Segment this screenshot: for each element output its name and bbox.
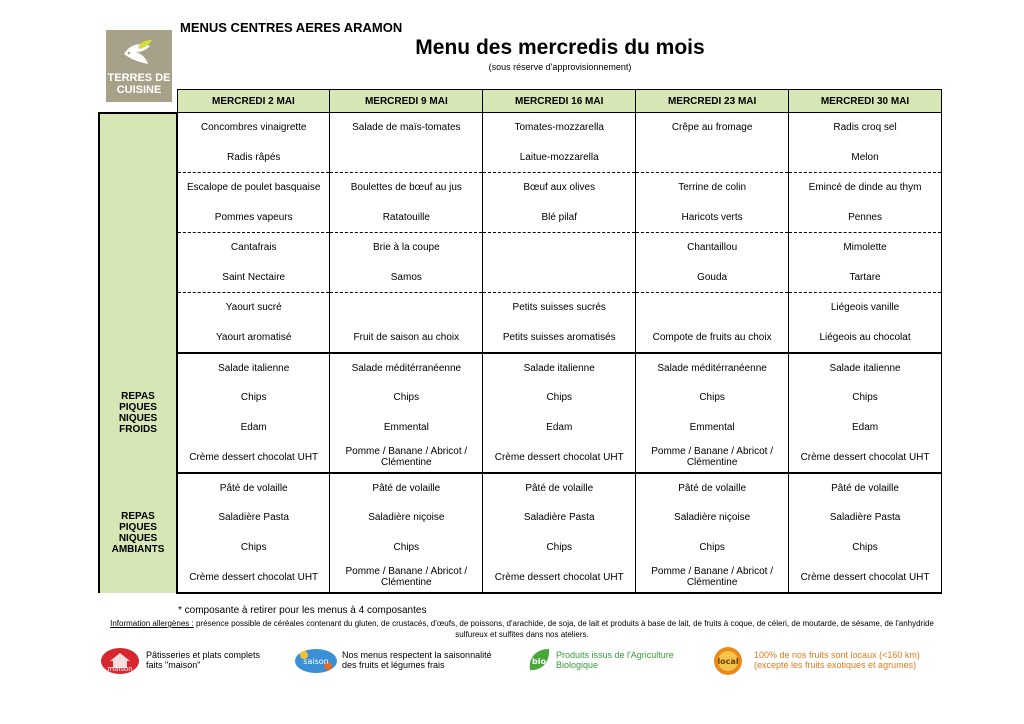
menu-row xyxy=(99,113,942,143)
legend-icon-text: bio xyxy=(532,657,546,666)
menu-cell: Pomme / Banane / Abricot / Clémentine xyxy=(330,443,483,473)
menu-cell: Concombres vinaigrette xyxy=(177,113,330,143)
menu-cell: Crème dessert chocolat UHT xyxy=(483,563,636,593)
legend-text: Pâtisseries et plats complets faits "maison" xyxy=(146,650,261,670)
legend-item-local xyxy=(708,646,940,676)
menu-cell: Chips xyxy=(177,533,330,563)
menu-cell xyxy=(483,263,636,293)
menu-row xyxy=(99,293,942,323)
menu-cell: Mimolette xyxy=(789,233,942,263)
menu-row xyxy=(99,533,942,563)
legend-text: Produits issus de l'Agriculture Biologique xyxy=(556,650,674,670)
menu-cell xyxy=(330,143,483,173)
menu-row xyxy=(99,563,942,593)
menu-row xyxy=(99,413,942,443)
day-header: MERCREDI 2 MAI xyxy=(177,90,330,113)
menu-cell: Edam xyxy=(483,413,636,443)
maison-logo-icon xyxy=(100,646,140,676)
menu-cell: Emmental xyxy=(636,413,789,443)
menu-cell: Saladière Pasta xyxy=(177,503,330,533)
menu-cell: Cantafrais xyxy=(177,233,330,263)
menu-cell: Tartare xyxy=(789,263,942,293)
menu-cell: Pomme / Banane / Abricot / Clémentine xyxy=(636,563,789,593)
menu-cell: Gouda xyxy=(636,263,789,293)
allergen-text: présence possible de céréales contenant du gluten, de crustacés, d'œufs, de poissons, d'arachide, de soja, de lait et produits à base de lait, de fruits à coque, de céleri, de moutarde, de sésame, de l'anhydride sulfureux et sulfites dans nos ateliers. xyxy=(193,619,934,639)
menu-cell: Pâté de volaille xyxy=(177,473,330,503)
menu-row xyxy=(99,143,942,173)
menu-cell: Edam xyxy=(177,413,330,443)
menu-cell: Blé pilaf xyxy=(483,203,636,233)
menu-cell: Compote de fruits au choix xyxy=(636,323,789,353)
bird-icon xyxy=(120,38,158,68)
menu-cell: Crème dessert chocolat UHT xyxy=(177,563,330,593)
saison-logo-icon xyxy=(294,646,338,676)
menu-cell: Salade méditérranéenne xyxy=(636,353,789,383)
composante-note: * composante à retirer pour les menus à 4 composantes xyxy=(178,605,427,616)
menu-cell: Petits suisses sucrés xyxy=(483,293,636,323)
menu-cell: Escalope de poulet basquaise xyxy=(177,173,330,203)
menu-cell: Salade italienne xyxy=(789,353,942,383)
menu-cell: Pâté de volaille xyxy=(483,473,636,503)
menu-cell: Laitue-mozzarella xyxy=(483,143,636,173)
legend-item-saison xyxy=(294,646,509,676)
section-label xyxy=(99,113,177,353)
menu-cell: Radis râpés xyxy=(177,143,330,173)
menu-cell: Bœuf aux olives xyxy=(483,173,636,203)
menu-cell: Crème dessert chocolat UHT xyxy=(789,443,942,473)
menu-cell: Pommes vapeurs xyxy=(177,203,330,233)
menu-cell: Pâté de volaille xyxy=(636,473,789,503)
menu-row xyxy=(99,173,942,203)
menu-row xyxy=(99,473,942,503)
bio-leaf-icon xyxy=(526,646,552,676)
day-header: MERCREDI 16 MAI xyxy=(483,90,636,113)
menu-cell: Pâté de volaille xyxy=(789,473,942,503)
corner-cell xyxy=(99,90,177,113)
section-label: REPAS PIQUES NIQUES FROIDS xyxy=(99,353,177,473)
menu-cell: Chips xyxy=(330,533,483,563)
menu-cell: Chips xyxy=(483,383,636,413)
menu-cell: Haricots verts xyxy=(636,203,789,233)
legend-icon-text: maison xyxy=(107,665,133,673)
menu-cell: Salade italienne xyxy=(177,353,330,383)
menu-cell: Chips xyxy=(789,383,942,413)
menu-cell xyxy=(636,293,789,323)
menu-cell: Chips xyxy=(636,383,789,413)
menu-row xyxy=(99,233,942,263)
menu-cell: Yaourt sucré xyxy=(177,293,330,323)
menu-cell: Chips xyxy=(483,533,636,563)
menu-cell: Chips xyxy=(636,533,789,563)
menu-cell: Petits suisses aromatisés xyxy=(483,323,636,353)
day-header: MERCREDI 30 MAI xyxy=(789,90,942,113)
menu-cell: Pâté de volaille xyxy=(330,473,483,503)
menu-cell: Salade méditérranéenne xyxy=(330,353,483,383)
menu-cell: Yaourt aromatisé xyxy=(177,323,330,353)
menu-cell: Radis croq sel xyxy=(789,113,942,143)
menu-cell: Fruit de saison au choix xyxy=(330,323,483,353)
logo-line2: CUISINE xyxy=(116,84,162,96)
menu-cell: Pomme / Banane / Abricot / Clémentine xyxy=(330,563,483,593)
menu-cell: Crêpe au fromage xyxy=(636,113,789,143)
menu-cell: Chips xyxy=(330,383,483,413)
menu-cell: Salade de maïs-tomates xyxy=(330,113,483,143)
menu-cell xyxy=(636,143,789,173)
menu-row xyxy=(99,263,942,293)
allergen-note xyxy=(104,618,940,640)
section-label: REPAS PIQUES NIQUES AMBIANTS xyxy=(99,473,177,593)
menu-cell: Crème dessert chocolat UHT xyxy=(789,563,942,593)
menu-row xyxy=(99,203,942,233)
menu-cell: Saladière Pasta xyxy=(789,503,942,533)
page-title: Menu des mercredis du mois xyxy=(415,36,705,59)
organisation-title: MENUS CENTRES AERES ARAMON xyxy=(180,20,403,35)
menu-cell: Emincé de dinde au thym xyxy=(789,173,942,203)
menu-row xyxy=(99,503,942,533)
menu-cell: Emmental xyxy=(330,413,483,443)
menu-cell: Ratatouille xyxy=(330,203,483,233)
page-subtitle: (sous réserve d'approvisionnement) xyxy=(488,62,632,72)
menu-cell: Samos xyxy=(330,263,483,293)
header-row xyxy=(99,90,942,113)
legend-item-bio xyxy=(526,646,701,676)
menu-cell: Saladière niçoise xyxy=(330,503,483,533)
menu-cell: Crème dessert chocolat UHT xyxy=(483,443,636,473)
menu-cell: Liégeois vanille xyxy=(789,293,942,323)
menu-cell: Saladière niçoise xyxy=(636,503,789,533)
menu-cell: Pennes xyxy=(789,203,942,233)
menu-cell: Chips xyxy=(177,383,330,413)
menu-row xyxy=(99,353,942,383)
menu-cell: Saint Nectaire xyxy=(177,263,330,293)
day-header: MERCREDI 9 MAI xyxy=(330,90,483,113)
menu-cell: Chips xyxy=(789,533,942,563)
legend-icon-text: local xyxy=(717,657,739,666)
menu-cell: Saladière Pasta xyxy=(483,503,636,533)
menu-table xyxy=(98,89,942,594)
menu-cell: Melon xyxy=(789,143,942,173)
menu-cell: Brie à la coupe xyxy=(330,233,483,263)
menu-cell xyxy=(330,293,483,323)
menu-cell: Edam xyxy=(789,413,942,443)
legend-icon-text: saison xyxy=(303,657,329,666)
menu-row xyxy=(99,443,942,473)
local-logo-icon xyxy=(708,646,748,676)
legend-text: 100% de nos fruits sont locaux (<160 km) (excepté les fruits exotiques et agrumes) xyxy=(754,650,920,670)
legend-item-maison xyxy=(100,646,290,676)
legend-text: Nos menus respectent la saisonnalité des fruits et légumes frais xyxy=(342,650,492,670)
menu-row xyxy=(99,383,942,413)
menu-cell: Pomme / Banane / Abricot / Clémentine xyxy=(636,443,789,473)
menu-cell: Crème dessert chocolat UHT xyxy=(177,443,330,473)
menu-cell: Liégeois au chocolat xyxy=(789,323,942,353)
menu-cell: Salade italienne xyxy=(483,353,636,383)
menu-cell: Tomates-mozzarella xyxy=(483,113,636,143)
menu-cell xyxy=(483,233,636,263)
menu-cell: Terrine de colin xyxy=(636,173,789,203)
allergen-label: Information allergènes : xyxy=(110,619,194,628)
logo-line1: TERRES DE xyxy=(107,72,171,84)
day-header: MERCREDI 23 MAI xyxy=(636,90,789,113)
menu-row xyxy=(99,323,942,353)
menu-cell: Chantaillou xyxy=(636,233,789,263)
menu-cell: Boulettes de bœuf au jus xyxy=(330,173,483,203)
